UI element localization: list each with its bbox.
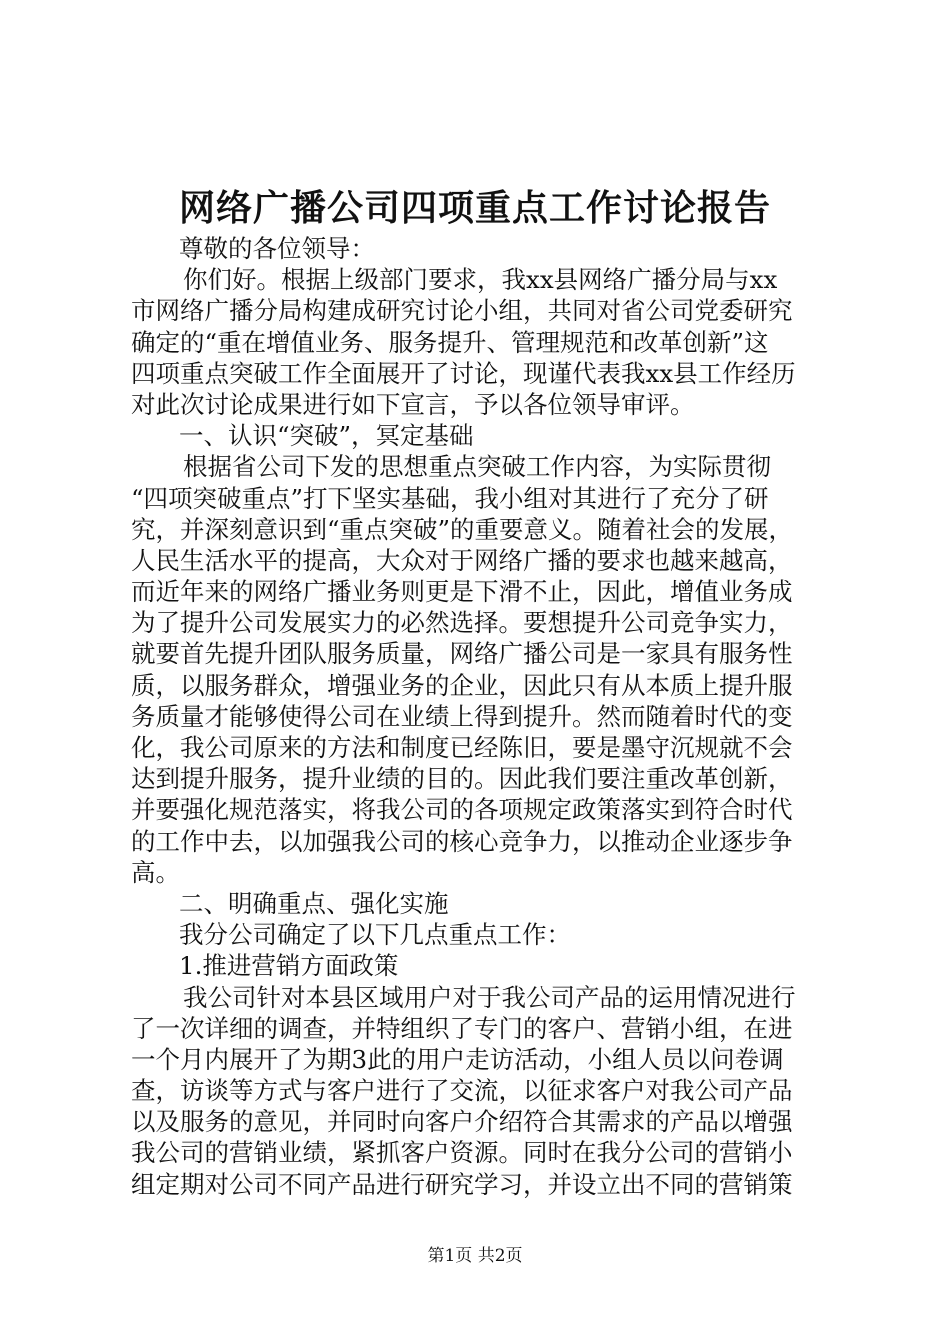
- paragraph-line: 四项重点突破工作全面展开了讨论，现谨代表我xx县工作经历: [131, 358, 796, 388]
- paragraph-line: 的工作中去，以加强我公司的核心竞争力，以推动企业逐步争: [131, 826, 793, 856]
- paragraph-line: 为了提升公司发展实力的必然选择。要想提升公司竞争实力，: [131, 608, 793, 638]
- paragraph-line: 人民生活水平的提高，大众对于网络广播的要求也越来越高，: [131, 545, 793, 575]
- paragraph-line: 以及服务的意见，并同时向客户介绍符合其需求的产品以增强: [131, 1107, 793, 1137]
- page-number: 第1页 共2页: [427, 1246, 523, 1266]
- salutation: 尊敬的各位领导：: [179, 234, 375, 263]
- paragraph-line: 确定的“重在增值业务、服务提升、管理规范和改革创新”这: [131, 327, 769, 357]
- paragraph-line: 而近年来的网络广播业务则更是下滑不止，因此，增值业务成: [131, 577, 793, 607]
- section-heading: 一、认识“突破”，冥定基础: [179, 421, 474, 451]
- paragraph-line: 组定期对公司不同产品进行研究学习，并设立出不同的营销策: [131, 1169, 793, 1199]
- paragraph-line: 高。: [131, 857, 180, 887]
- paragraph-line: 根据省公司下发的思想重点突破工作内容，为实际贯彻: [183, 452, 771, 482]
- paragraph-line: 你们好。根据上级部门要求，我xx县网络广播分局与xx: [183, 265, 778, 295]
- section-heading: 二、明确重点、强化实施: [179, 888, 449, 918]
- paragraph-line: 化，我公司原来的方法和制度已经陈旧，要是墨守沉规就不会: [131, 733, 793, 762]
- paragraph-line: 究，并深刻意识到“重点突破”的重要意义。随着社会的发展，: [131, 514, 794, 544]
- paragraph-line: 我分公司确定了以下几点重点工作：: [179, 920, 571, 950]
- paragraph-line: 质，以服务群众，增强业务的企业，因此只有从本质上提升服: [131, 670, 793, 700]
- paragraph-line: 我公司的营销业绩，紧抓客户资源。同时在我分公司的营销小: [131, 1138, 793, 1168]
- subsection-heading: 1.推进营销方面政策: [179, 951, 399, 981]
- paragraph-line: 对此次讨论成果进行如下宣言，予以各位领导审评。: [131, 389, 695, 419]
- paragraph-line: 了一次详细的调查，并特组织了专门的客户、营销小组，在进: [131, 1013, 793, 1043]
- paragraph-line: 一个月内展开了为期3此的用户走访活动，小组人员以问卷调: [131, 1044, 784, 1074]
- paragraph-line: “四项突破重点”打下坚实基础，我小组对其进行了充分了研: [131, 483, 769, 513]
- document-title: 网络广播公司四项重点工作讨论报告: [178, 187, 771, 229]
- paragraph-line: 就要首先提升团队服务质量，网络广播公司是一家具有服务性: [131, 639, 793, 669]
- paragraph-line: 查，访谈等方式与客户进行了交流，以征求客户对我公司产品: [131, 1076, 793, 1106]
- paragraph-line: 达到提升服务，提升业绩的目的。因此我们要注重改革创新，: [131, 764, 793, 794]
- paragraph-line: 我公司针对本县区域用户对于我公司产品的运用情况进行: [183, 982, 796, 1012]
- paragraph-line: 市网络广播分局构建成研究讨论小组，共同对省公司党委研究: [131, 296, 793, 326]
- paragraph-line: 务质量才能够使得公司在业绩上得到提升。然而随着时代的变: [131, 701, 793, 731]
- document-body: [131, 233, 831, 1200]
- paragraph-line: 并要强化规范落实，将我公司的各项规定政策落实到符合时代: [131, 795, 793, 825]
